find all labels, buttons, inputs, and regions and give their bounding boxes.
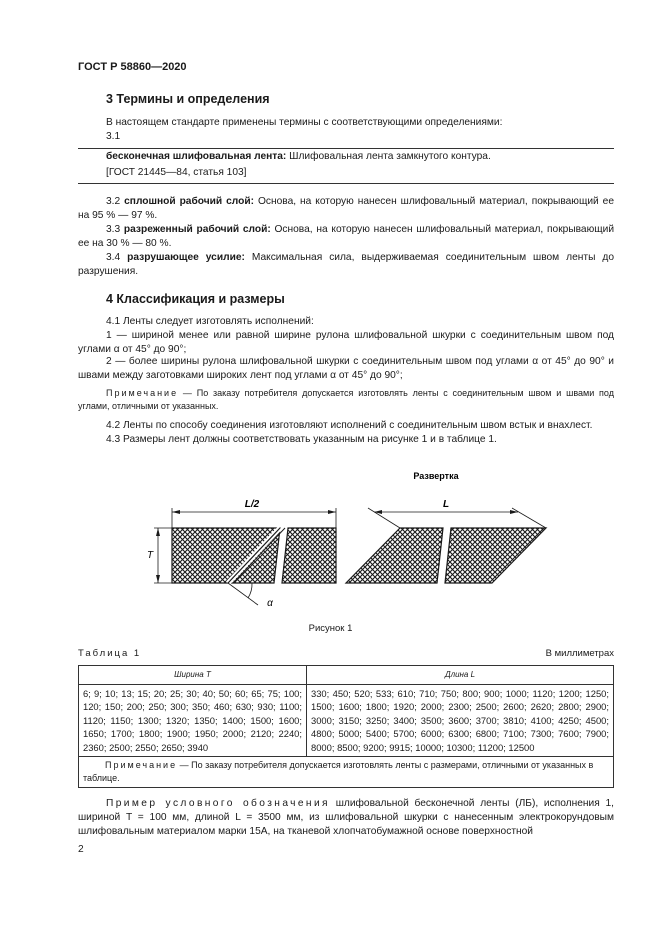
label-width: T (146, 550, 154, 561)
term-3-2-text: Основа, на которую нанесен шлифовальный материал, покрывающий ее на 95 % — 97 %. (78, 196, 614, 221)
term-3-4-text: Максимальная сила, выдерживаемая соединительным швом ленты до разрушения. (78, 252, 614, 277)
table-header-width: Ширина T (79, 666, 307, 685)
term-3-3-text: Основа, на которую нанесен шлифовальный материал, покрывающий ее на 30 % — 80 %. (78, 224, 615, 249)
label-angle: α (267, 598, 273, 609)
term-3-4-number: 3.4 (106, 252, 128, 263)
section-3-title: 3 Термины и определения (106, 92, 270, 106)
table-cell-lengths: 330; 450; 520; 533; 610; 710; 750; 800; 900; 1000; 1120; 1200; 1250; 1500; 1600; 1800; 1920; 2000; 2300; 2500; 2600; 2620; 2800; 2900; 3000; 3150; 3250; 3400; 3500; 3600; 3700; 3810; 4100; 4250; 4500; 4800; 5000; 5400; 5700; 6000; 6300; 6800; 7100; 7300; 7600; 7900; 8000; 8500; 9200; 9915; 10000; 10300; 11200; 12500 (307, 685, 614, 757)
figure-1-caption: Рисунок 1 (308, 623, 353, 634)
paragraph-4-1-item-2: 2 — более ширины рулона шлифовальной шкурки с соединительным швом под углами α от 45° до 90° и швами между заготовками широких лент под углами α от 45° до 90°; (78, 356, 614, 381)
table-1-units: В миллиметрах (545, 648, 614, 659)
term-3-3-number: 3.3 (106, 224, 124, 235)
example-designation (78, 797, 614, 839)
term-3-2 (78, 195, 614, 223)
paragraph-4-1-item-1: 1 — шириной менее или равной ширине рулона шлифовальной шкурки с соединительным швом под углами α от 45° до 90°; (78, 330, 614, 355)
paragraph-4-1: 4.1 Ленты следует изготовлять исполнений: (106, 316, 314, 327)
term-3-4-name: разрушающее усилие: (127, 252, 245, 263)
example-label: Пример условного обозначения (106, 798, 330, 809)
example-text: шлифовальной бесконечной ленты (ЛБ), исполнения 1, шириной T = 100 мм, длиной L = 3500 мм, из шлифовальной шкурки с нанесенным электрокорундовым шлифовальным материалом марки 15А, на тканевой хлопчатобумажной основе поверхностной (78, 798, 614, 837)
paragraph-4-2: 4.2 Ленты по способу соединения изготовляют исполнений с соединительным швом встык и внахлест. (106, 420, 593, 431)
term-3-1-box (78, 148, 614, 184)
note-1 (78, 387, 614, 413)
term-3-2-name: сплошной рабочий слой: (124, 196, 255, 207)
label-length: L (442, 499, 450, 510)
table-1-note (79, 757, 614, 788)
term-3-4 (78, 251, 614, 279)
term-3-3 (78, 223, 614, 251)
table-1-note-label: Примечание (105, 760, 178, 771)
paragraph-4-3: 4.3 Размеры лент должны соответствовать указанным на рисунке 1 и в таблице 1. (106, 434, 497, 445)
table-1-note-text: — По заказу потребителя допускается изготовлять ленты с размерами, отличными от указанных в таблице. (83, 760, 594, 784)
section-3-intro: В настоящем стандарте применены термины с соответствующими определениями: (106, 117, 503, 128)
tape-development-view (346, 528, 546, 583)
tape-folded-view (172, 528, 336, 583)
term-3-2-number: 3.2 (106, 196, 125, 207)
section-4-title: 4 Классификация и размеры (106, 292, 285, 306)
term-3-3-name: разреженный рабочий слой: (123, 224, 271, 235)
note-1-text: — По заказу потребителя допускается изготовлять ленты с соединительным швом и швами под углами, отличными от указанных. (78, 388, 614, 411)
term-3-1-text: Шлифовальная лента замкнутого контура. (286, 151, 491, 162)
document-header: ГОСТ Р 58860—2020 (78, 61, 187, 73)
note-1-label: Примечание (106, 388, 179, 398)
table-1-caption: Таблица 1 (78, 648, 142, 659)
label-razvertka: Развертка (413, 471, 459, 481)
label-half-length: L/2 (244, 499, 260, 510)
page-number: 2 (78, 844, 84, 855)
figure-1-drawing (130, 462, 560, 612)
term-3-1-reference: [ГОСТ 21445—84, статья 103] (106, 167, 247, 178)
table-cell-widths: 6; 9; 10; 13; 15; 20; 25; 30; 40; 50; 60; 65; 75; 100; 120; 150; 200; 250; 300; 350; 460; 630; 930; 1100; 1120; 1150; 1300; 1320; 1350; 1400; 1500; 1600; 1650; 1700; 1800; 1900; 1950; 2000; 2120; 2240; 2360; 2500; 2550; 2650; 3940 (79, 685, 307, 757)
table-header-length: Длина L (307, 666, 614, 685)
table-1 (78, 665, 614, 788)
term-3-1-name: бесконечная шлифовальная лента: (106, 151, 287, 162)
term-3-1-definition (106, 150, 614, 164)
term-3-1-number: 3.1 (106, 131, 121, 142)
